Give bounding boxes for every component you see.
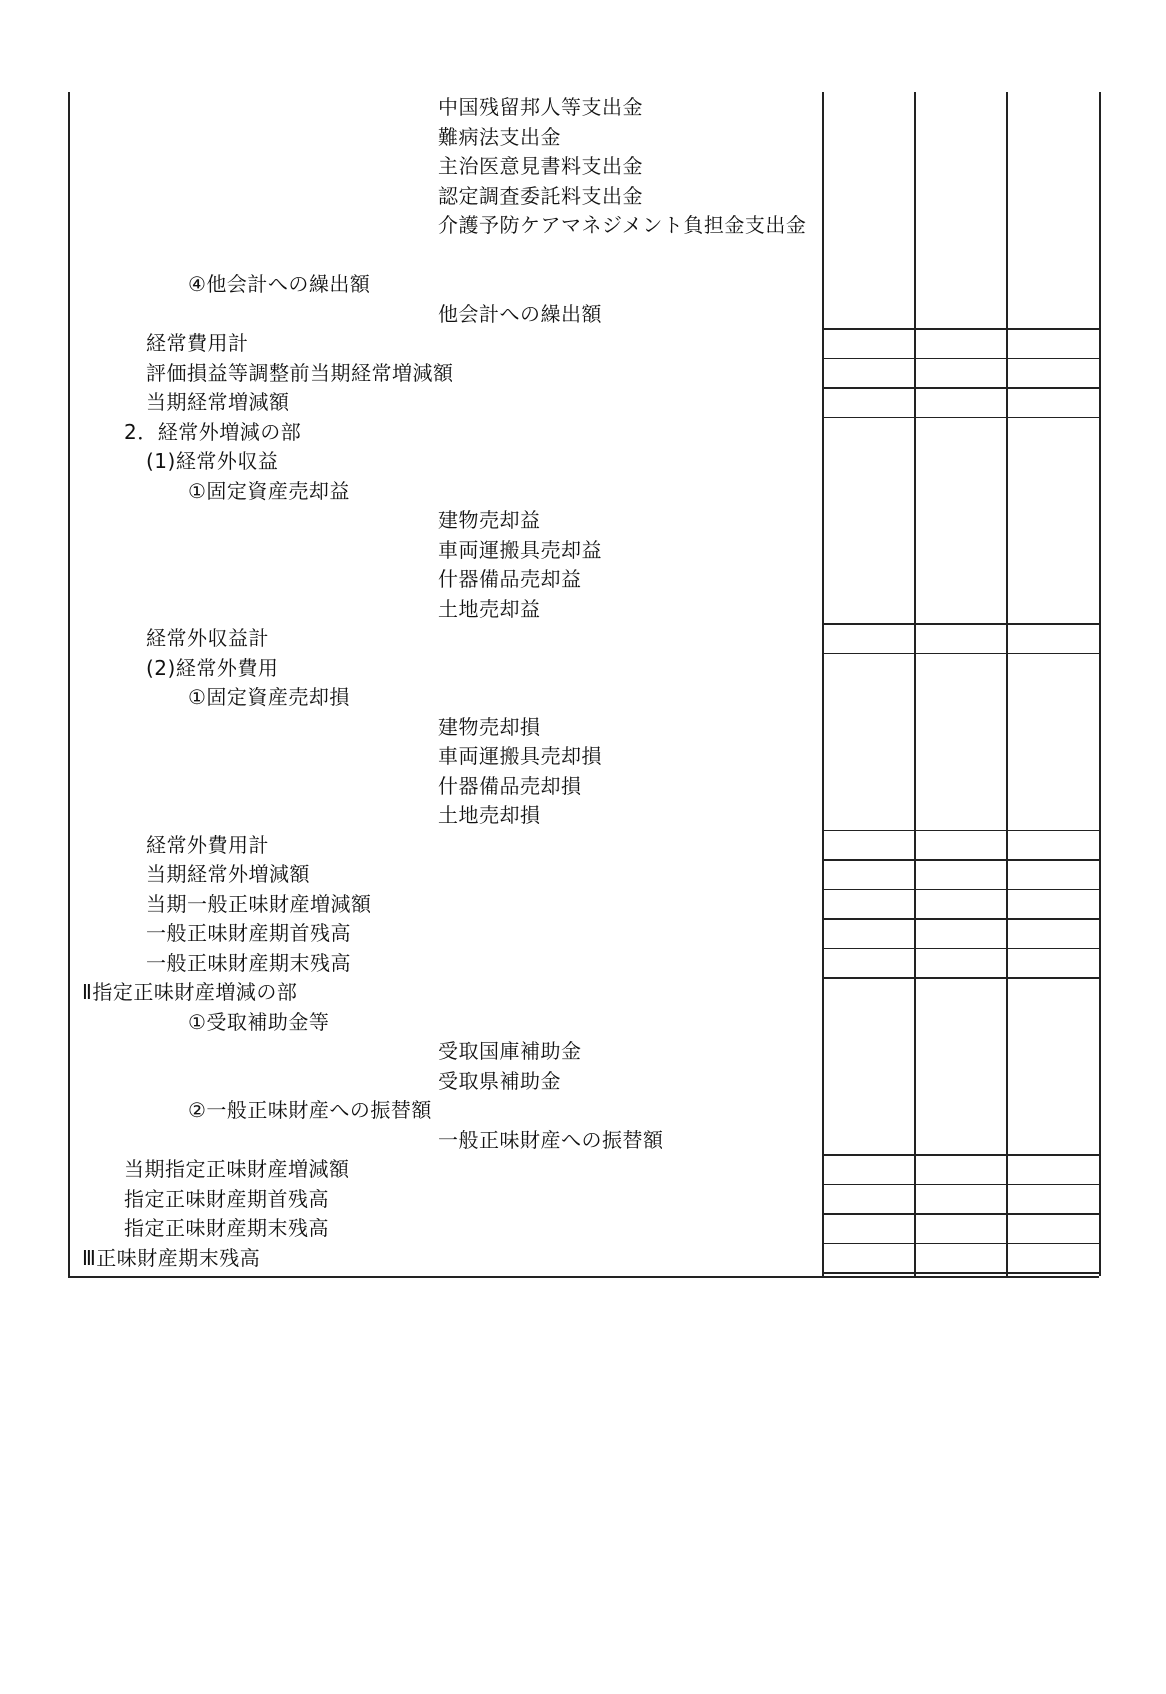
amount-column-border [1006, 92, 1008, 1276]
row-label: 当期一般正味財産増減額 [146, 891, 372, 916]
row-label: 認定調査委託料支出金 [438, 183, 643, 208]
row-label: ①固定資産売却損 [188, 685, 350, 709]
cell-top-border [822, 889, 1099, 891]
cell-top-border [822, 1243, 1099, 1245]
row-label: 建物売却益 [438, 508, 541, 532]
cell-top-border [822, 328, 1099, 330]
row-label: ④他会計への繰出額 [188, 272, 371, 296]
amount-column-border [822, 92, 824, 1276]
row-label: (2)経常外費用 [146, 655, 279, 680]
cell-top-border [822, 859, 1099, 861]
row-label: 2．経常外増減の部 [124, 419, 302, 444]
row-label: 車両運搬具売却益 [438, 537, 602, 562]
row-label: 什器備品売却益 [438, 567, 582, 591]
cell-top-border [822, 387, 1099, 389]
cell-bottom-border [822, 417, 1099, 419]
row-label: 受取国庫補助金 [438, 1039, 582, 1063]
row-label: 建物売却損 [438, 714, 541, 739]
cell-top-border [822, 948, 1099, 950]
row-label: 経常外収益計 [146, 626, 269, 650]
table-bottom-border [68, 1276, 822, 1278]
row-label: 他会計への繰出額 [438, 301, 602, 326]
cell-top-border [822, 623, 1099, 625]
row-label: Ⅱ指定正味財産増減の部 [82, 980, 298, 1004]
row-label: 当期経常増減額 [146, 390, 290, 414]
row-label: 主治医意見書料支出金 [438, 154, 643, 178]
row-label: ②一般正味財産への振替額 [188, 1098, 432, 1122]
row-label: 介護予防ケアマネジメント負担金支出金 [438, 213, 807, 237]
row-label: 難病法支出金 [438, 124, 561, 149]
row-label: 指定正味財産期末残高 [124, 1216, 329, 1240]
row-label: 車両運搬具売却損 [438, 744, 602, 768]
cell-top-border [822, 1184, 1099, 1186]
row-label: 一般正味財産期首残高 [146, 921, 351, 945]
amount-column-border [914, 92, 916, 1276]
cell-bottom-border [822, 977, 1099, 979]
cell-bottom-border [822, 653, 1099, 655]
row-label: Ⅲ正味財産期末残高 [82, 1245, 261, 1270]
row-label: 指定正味財産期首残高 [124, 1186, 329, 1211]
cell-bottom-border [822, 1272, 1099, 1274]
row-label: 中国残留邦人等支出金 [438, 95, 643, 119]
row-label: 評価損益等調整前当期経常増減額 [146, 360, 454, 385]
row-label: 什器備品売却損 [438, 773, 582, 798]
cell-top-border [822, 1213, 1099, 1215]
row-label: 当期経常外増減額 [146, 862, 310, 886]
row-label: ①固定資産売却益 [188, 478, 350, 503]
cell-top-border [822, 1154, 1099, 1156]
amount-bottom-border [822, 1276, 1099, 1278]
cell-top-border [822, 358, 1099, 360]
row-label: 経常外費用計 [146, 832, 269, 857]
cell-top-border [822, 830, 1099, 832]
row-label: 一般正味財産への振替額 [438, 1127, 664, 1152]
row-label: 土地売却益 [438, 596, 541, 621]
row-label: ①受取補助金等 [188, 1009, 330, 1034]
table-left-border [68, 92, 70, 1276]
row-label: 受取県補助金 [438, 1068, 561, 1093]
row-label: 一般正味財産期末残高 [146, 950, 351, 975]
row-label: 経常費用計 [146, 331, 249, 355]
row-label: (1)経常外収益 [146, 449, 279, 473]
row-label: 土地売却損 [438, 803, 541, 827]
amount-column-border [1099, 92, 1101, 1276]
cell-top-border [822, 918, 1099, 920]
row-label: 当期指定正味財産増減額 [124, 1157, 350, 1181]
